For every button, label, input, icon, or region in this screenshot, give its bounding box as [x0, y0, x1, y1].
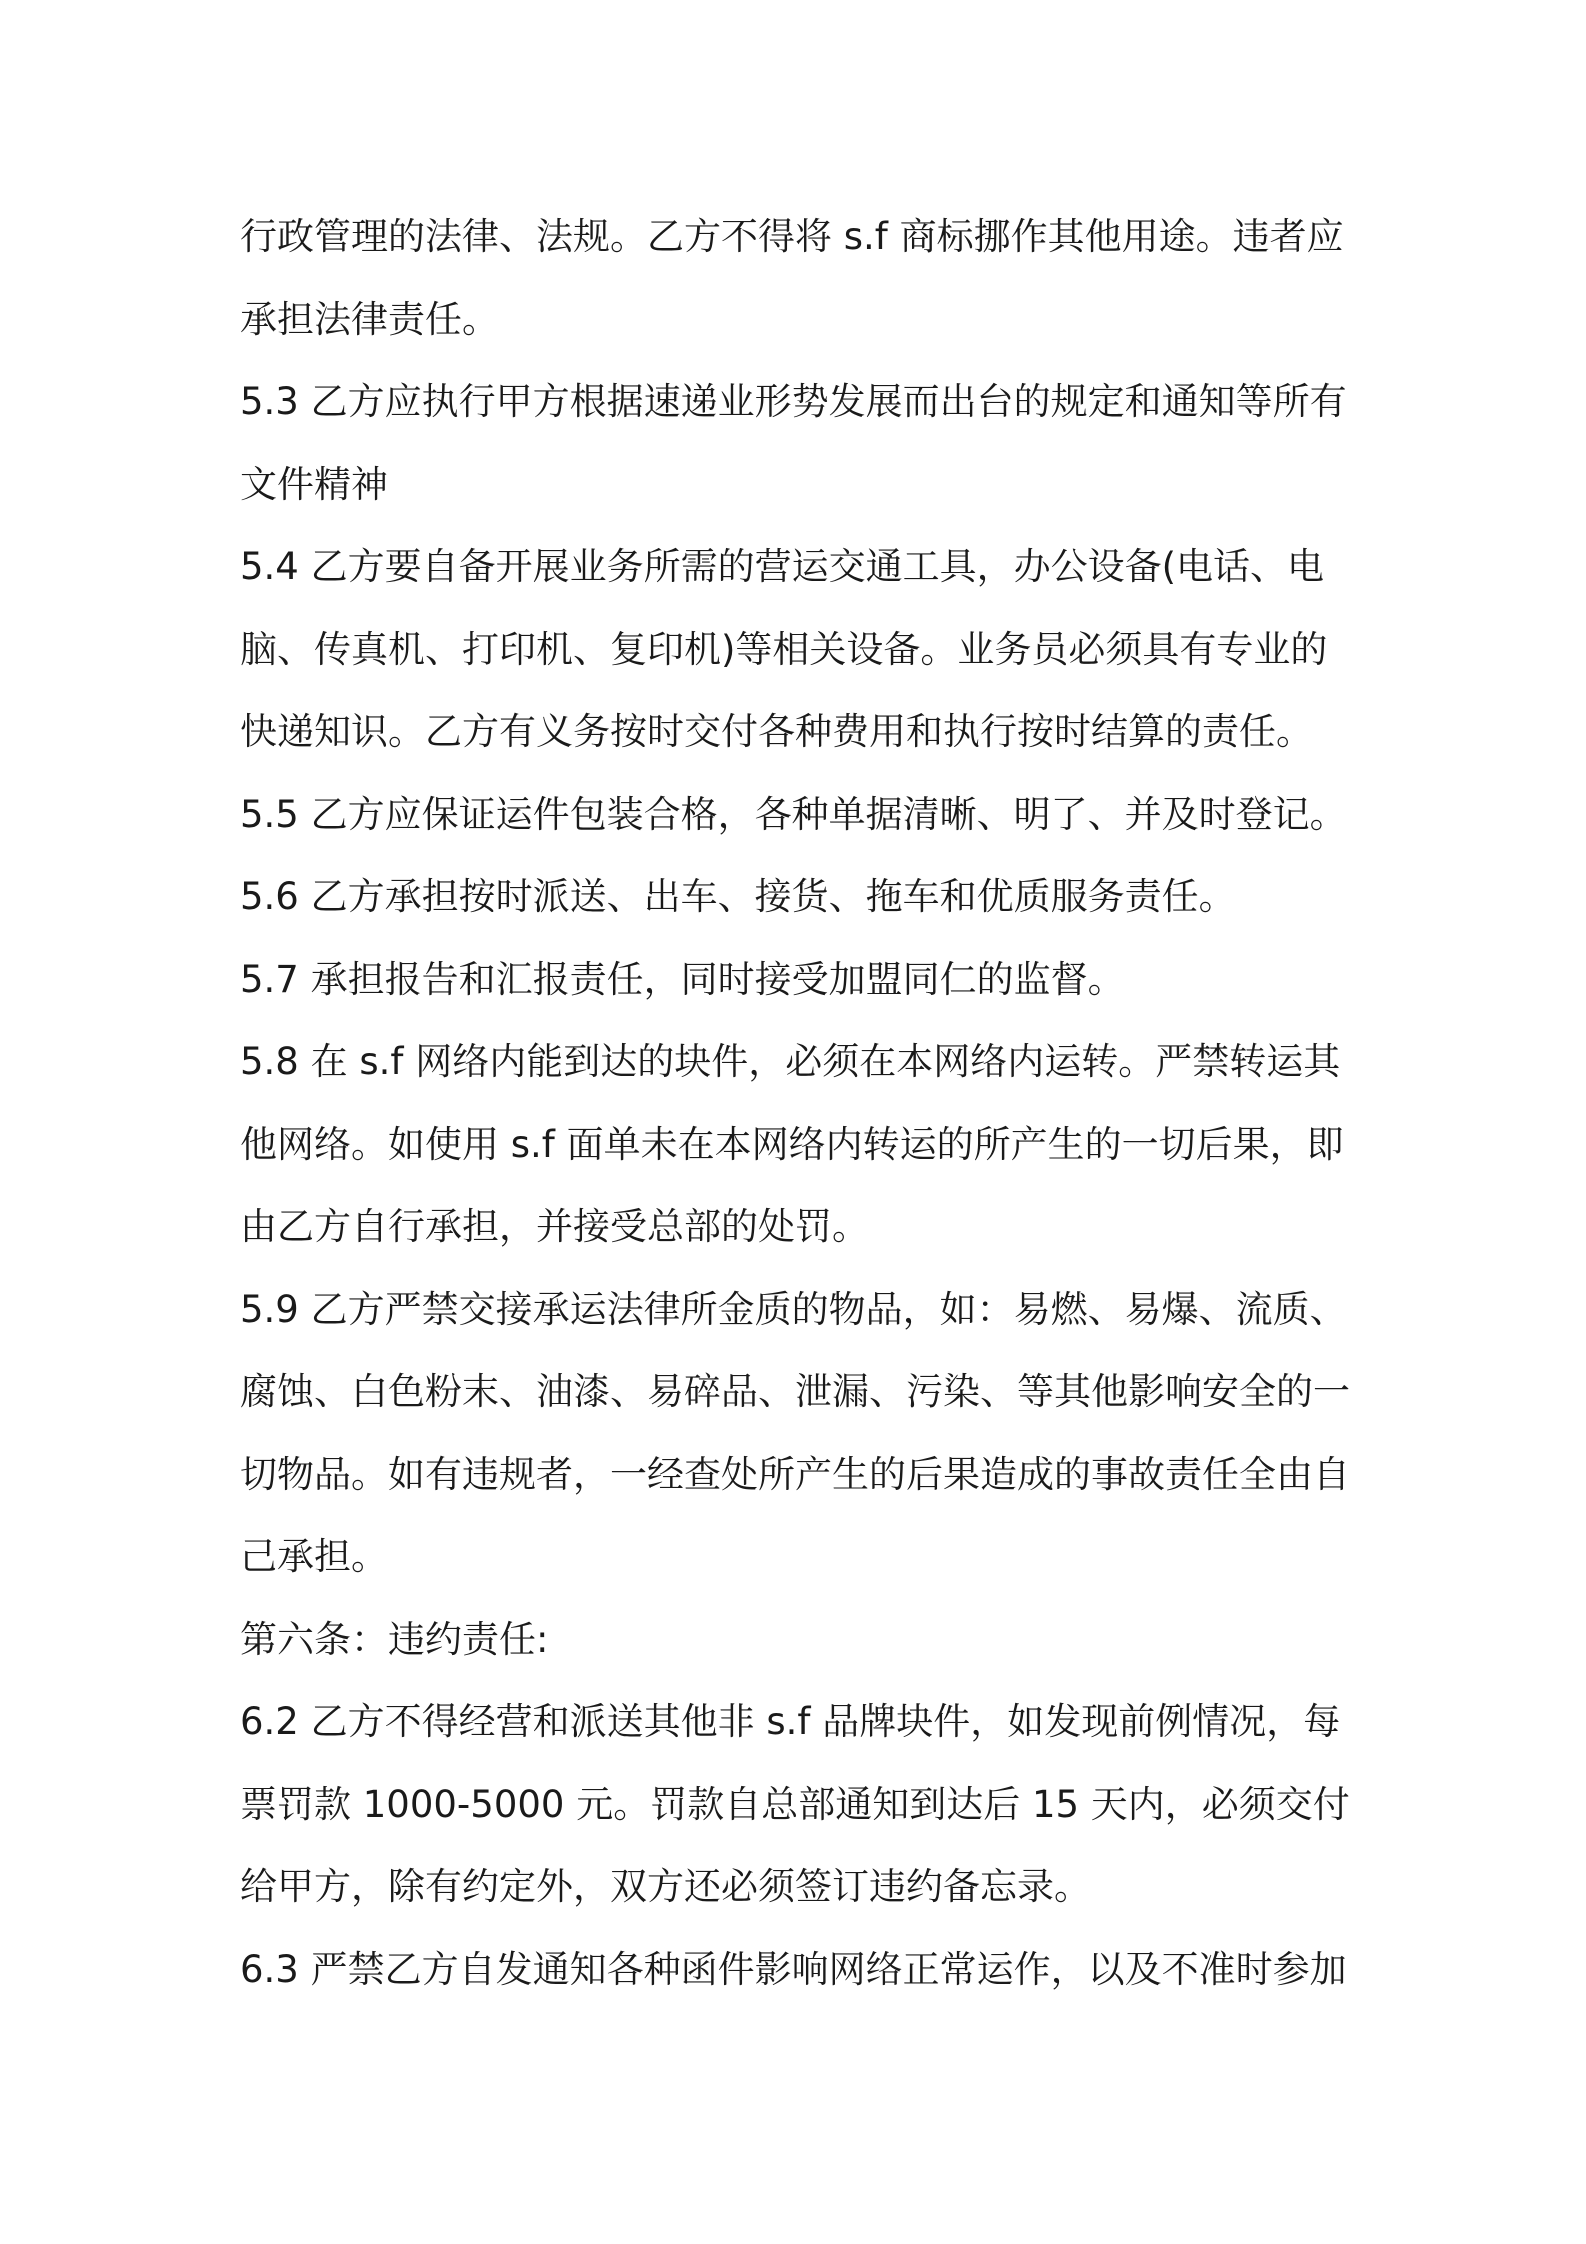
- clause-5-8: 5.8 在 s.f 网络内能到达的块件，必须在本网络内运转。严禁转运其他网络。如使用 s.f 面单未在本网络内转运的所产生的一切后果，即由乙方自行承担，并接受总部的处罚。: [240, 1040, 1344, 1248]
- clause-5-5: 5.5 乙方应保证运件包装合格，各种单据清晰、明了、并及时登记。: [240, 792, 1347, 836]
- clause-5-7: 5.7 承担报告和汇报责任，同时接受加盟同仁的监督。: [240, 957, 1125, 1001]
- document-body: [240, 196, 1360, 2011]
- clause-5-4: 5.4 乙方要自备开展业务所需的营运交通工具，办公设备(电话、电脑、传真机、打印机、复印机)等相关设备。业务员必须具有专业的快递知识。乙方有义务按时交付各种费用和执行按时结算的责任。: [240, 545, 1328, 753]
- clause-5-3: 5.3 乙方应执行甲方根据速递业形势发展而出台的规定和通知等所有文件精神: [240, 380, 1347, 506]
- article-6-heading: 第六条：违约责任:: [240, 1617, 549, 1661]
- paragraph-continuation: 行政管理的法律、法规。乙方不得将 s.f 商标挪作其他用途。违者应承担法律责任。: [240, 215, 1344, 341]
- clause-6-2: 6.2 乙方不得经营和派送其他非 s.f 品牌块件，如发现前例情况，每票罚款 1000-5000 元。罚款自总部通知到达后 15 天内，必须交付给甲方，除有约定外，双方还必须签订违约备忘录。: [240, 1700, 1350, 1908]
- clause-6-3: 6.3 严禁乙方自发通知各种函件影响网络正常运作，以及不准时参加: [240, 1947, 1347, 1991]
- clause-5-9: 5.9 乙方严禁交接承运法律所金质的物品，如：易燃、易爆、流质、腐蚀、白色粉末、油漆、易碎品、泄漏、污染、等其他影响安全的一切物品。如有违规者，一经查处所产生的后果造成的事故责任全由自己承担。: [240, 1287, 1350, 1578]
- clause-5-6: 5.6 乙方承担按时派送、出车、接货、拖车和优质服务责任。: [240, 875, 1236, 918]
